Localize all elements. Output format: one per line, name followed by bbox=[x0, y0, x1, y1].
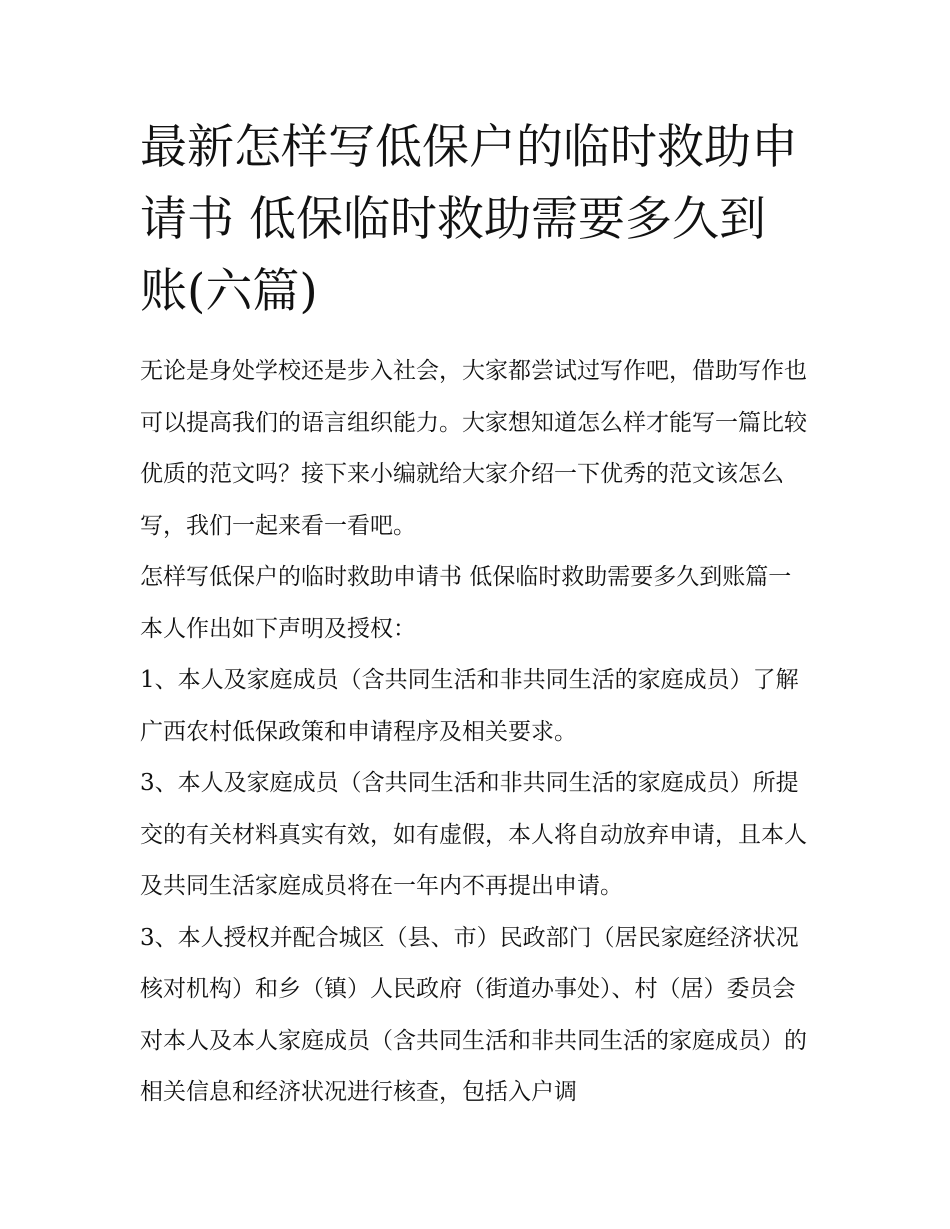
paragraph-item-1: 1、本人及家庭成员（含共同生活和非共同生活的家庭成员）了解广西农村低保政策和申请程序及相关要求。 bbox=[140, 667, 799, 745]
document-title: 最新怎样写低保户的临时救助申请书 低保临时救助需要多久到账(六篇) bbox=[140, 120, 798, 319]
document-page bbox=[140, 112, 812, 1119]
paragraph-item-2: 3、本人及家庭成员（含共同生活和非共同生活的家庭成员）所提交的有关材料真实有效，如有虚假，本人将自动放弃申请，且本人及共同生活家庭成员将在一年内不再提出申请。 bbox=[140, 770, 807, 899]
paragraph-intro: 无论是身处学校还是步入社会，大家都尝试过写作吧，借助写作也可以提高我们的语言组织能力。大家想知道怎么样才能写一篇比较优质的范文吗？接下来小编就给大家介绍一下优秀的范文该怎么写，我们一起来看一看吧。 bbox=[140, 358, 807, 539]
paragraph-heading: 怎样写低保户的临时救助申请书 低保临时救助需要多久到账篇一本人作出如下声明及授权： bbox=[140, 564, 792, 642]
paragraph-item-3: 3、本人授权并配合城区（县、市）民政部门（居民家庭经济状况核对机构）和乡（镇）人民政府（街道办事处）、村（居）委员会对本人及本人家庭成员（含共同生活和非共同生活的家庭成员）的相关信息和经济状况进行核查，包括入户调 bbox=[140, 924, 807, 1105]
document-body bbox=[140, 346, 812, 1119]
